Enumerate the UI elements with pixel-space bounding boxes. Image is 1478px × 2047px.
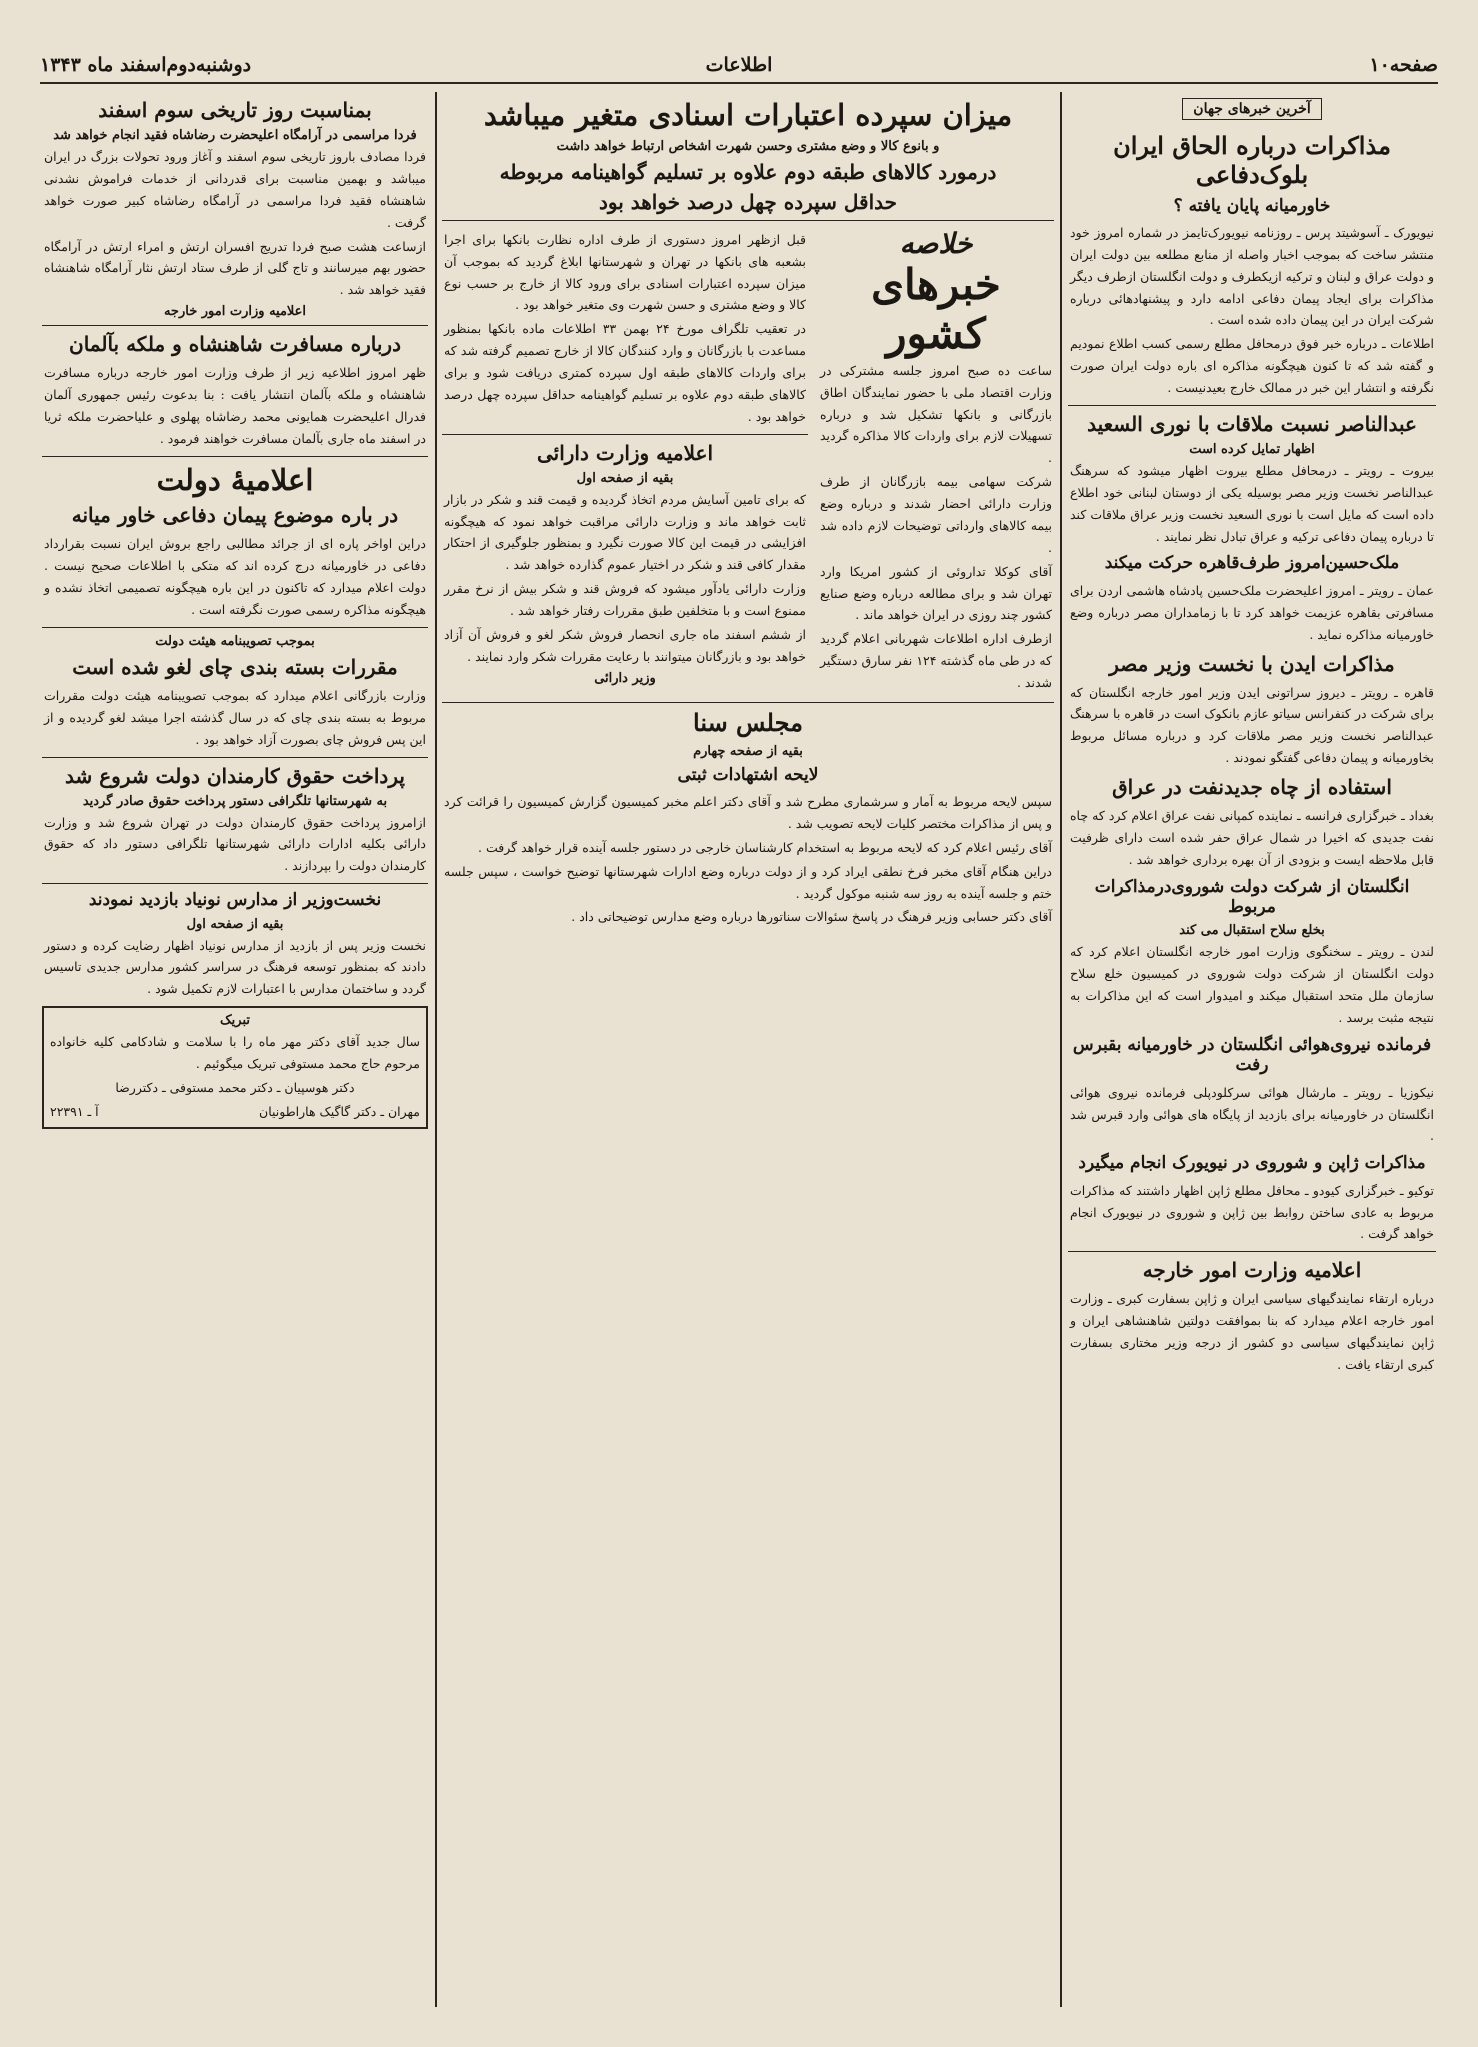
notice-title: تبریک — [220, 1013, 250, 1029]
headline-japan-soviet: مذاکرات ژاپن و شوروی در نیویورک انجام میگیرد — [1078, 1153, 1426, 1174]
separator — [442, 702, 1054, 703]
article-iran-defense-talks: نیویورک ـ آسوشیتد پرس ـ روزنامه نیویورک‌تایمز در شماره امروز خود منتشر ساخت که بموجب اخبار واصله از منابع مطلعه بین دولت ایران و دولت عراق و لبنان و ترکیه ازیکطرف و دولت انگلستان ازطرف دیگر مذاکرات برای ایجاد پیمان دفاعی ادامه دارد و پیشنهادهائی درباره شرکت ایران در این پیمان داده شده است . — [1070, 224, 1434, 328]
headline-esfand-anniversary: بمناسبت روز تاریخی سوم اسفند — [98, 98, 372, 122]
summary-title-top: خلاصه — [899, 226, 973, 260]
headline-eden-egypt: مذاکرات ایدن با نخست وزیر مصر — [1109, 651, 1395, 676]
subhead-salaries: به شهرستانها تلگرافی دستور پرداخت حقوق صادر گردید — [82, 793, 388, 809]
separator — [42, 757, 428, 758]
article-senate-cont: آقای دکتر حسابی وزیر فرهنگ در پاسخ سئوالات سناتورها درباره وضع مدارس توضیحاتی داد . — [571, 909, 1052, 925]
separator — [1068, 405, 1436, 406]
headline-iran-defense-talks: مذاکرات درباره الحاق ایران بلوک‌دفاعی — [1113, 131, 1391, 189]
headline-pm-schools: نخست‌وزیر از مدارس نونیاد بازدید نمودند — [88, 890, 382, 911]
summary-item: ساعت ده صبح امروز جلسه مشترکی در وزارت اقتصاد ملی با حضور نمایندگان اطاق بازرگانی و بانکها تشکیل شد و درباره تسهیلات لازم برای واردات کالا مذاکره گردید . — [820, 362, 1052, 466]
headline-salaries: پرداخت حقوق کارمندان دولت شروع شد — [65, 763, 405, 788]
headline-foreign-ministry-notice: اعلامیه وزارت امور خارجه — [1142, 1258, 1362, 1283]
headline-raf-cyprus: فرمانده نیروی‌هوائی انگلستان در خاورمیانه بقبرس رفت — [1072, 1034, 1432, 1076]
article-ettelaat-note: اطلاعات ـ درباره خبر فوق درمحافل مطلع رسمی کسب اطلاع نمودیم و گفته شد که تا کنون هیچگونه مذاکره ای باره دولت ایران صورت نگرفته و انتشار این خبر در ممالک خارج بعیدنیست . — [1070, 336, 1434, 396]
article-esfand-anniversary: فردا مصادف باروز تاریخی سوم اسفند و آغاز ورود تحولات بزرگ در ایران میباشد و بهمین مناسبت برای قدردانی از خدمات فراموش نشدنی شاهنشاه فقید فردا مراسمی در آرامگاه رضاشاه کبیر صورت خواهد گرفت . — [44, 149, 426, 230]
separator — [42, 627, 428, 628]
headline-shah-germany: درباره مسافرت شاهنشاه و ملکه بآلمان — [69, 332, 401, 357]
column-government-news — [40, 92, 430, 2007]
summary-item: ازطرف اداره اطلاعات شهربانی اعلام گردید که در طی ماه گذشته ۱۲۴ نفر سارق دستگیر شدند . — [820, 631, 1052, 691]
article-king-hussein: عمان ـ رویتر ـ امروز اعلیحضرت ملک‌حسین پادشاه هاشمی اردن برای مسافرتی بقاهره عزیمت خواهد کرد تا با زمامداران مصر درباره وضع خاورمیانه مذاکره نماید . — [1070, 582, 1434, 642]
headline-credit-deposits: میزان سپرده اعتبارات اسنادی متغیر میباشد — [483, 98, 1013, 132]
article-senate-cont: دراین هنگام آقای مخبر فرخ نطقی ایراد کرد و از دولت درباره وضع ادارات شهرستانها توضیح خواست ، سپس جلسه ختم و جلسه آینده به روز سه شنبه موکول گردید . — [444, 863, 1052, 901]
article-tea-packaging: وزارت بازرگانی اعلام میدارد که بموجب تصویبنامه هیئت دولت مقررات مربوط به بسته بندی چای که در سال گذشته اجرا میشد لغو گردیده و از این پس فروش چای بصورت آزاد خواهد بود . — [44, 687, 426, 747]
subhead-nasser-nuri: اظهار تمایل کرده است — [1189, 441, 1315, 457]
article-japan-soviet: توکیو ـ خبرگزاری کیودو ـ محافل مطلع ژاپن اظهار داشتند که مذاکرات مربوط به عادی ساختن روابط بین ژاپن و شوروی در نیویورک انجام خواهد گرفت . — [1070, 1182, 1434, 1242]
subhead-finance-ministry: بقیه از صفحه اول — [576, 470, 674, 486]
article-finance-ministry-cont: از ششم اسفند ماه جاری انحصار فروش شکر لغو و فروش آن آزاد خواهد بود و بازرگانان میتوانند با رعایت مقررات شکر وارد نمایند . — [444, 626, 806, 664]
subhead-credit-deposits: و بانوع کالا و وضع مشتری وحسن شهرت اشخاص ارتباط خواهد داشت — [556, 138, 940, 154]
article-pm-schools: نخست وزیر پس از بازدید از مدارس نونیاد اظهار رضایت کرده و دستور دادند که بمنظور توسعه فرهنگ در سراسر کشور مدارس جدیدی تاسیس گردد و ساختمان مدارس با اعتبارات لازم تکمیل شود . — [44, 937, 426, 997]
article-senate: سپس لایحه مربوط به آمار و سرشماری مطرح شد و آقای دکتر اعلم مخبر کمیسیون گزارش کمیسیون را قرائت کرد و پس از مذاکرات مختصر کلیات لایحه تصویب شد . — [444, 794, 1052, 831]
headline-second-class-goods: درمورد کالاهای طبقه دوم علاوه بر تسلیم گواهینامه مربوطه — [499, 159, 997, 184]
headline-senate: مجلس سنا — [693, 707, 803, 737]
article-credit-deposits: قبل ازظهر امروز دستوری از طرف اداره نظارت بانکها برای اجرا بشعبه های بانکها در تهران و شهرستانها ابلاغ گردید که بموجب آن میزان سپرده اعتبارات اسنادی برای ورود کالا از خارج بر حسب نوع کالا و وضع مشتری و حسن شهرت وی متغیر خواهد بود . — [444, 231, 806, 313]
subhead-pm-schools: بقیه از صفحه اول — [186, 916, 284, 932]
headline-finance-ministry: اعلامیه وزارت دارائی — [536, 440, 714, 465]
article-government-statement: دراین اواخر پاره ای از جرائد مطالبی راجع بروش ایران نسبت بقرارداد دفاعی در خاورمیانه درج کرده اند که متکی با اطلاعات صحیح نیست . دولت اعلام میدارد که تاکنون در این باره هیچگونه تصمیمی اتخاذ نشده و هیچگونه مذاکره رسمی صورت نگرفته است . — [44, 536, 426, 618]
article-senate-cont: آقای رئیس اعلام کرد که لایحه مربوط به استخدام کارشناسان خارجی در دستور جلسه آینده قرار خواهد گرفت . — [478, 839, 1052, 855]
separator — [1068, 1251, 1436, 1252]
latest-news-box: آخرین خبرهای جهان — [1182, 98, 1321, 120]
subhead-senate: بقیه از صفحه چهارم — [693, 743, 803, 759]
article-iraq-oil-well: بغداد ـ خبرگزاری فرانسه ـ نماینده کمپانی نفت عراق اعلام کرد که چاه نفت جدیدی که اخیرا در شمال عراق حفر شده است دارای ظرفیت قابل ملاحظه ایست و بزودی از آن بهره برداری خواهد شد . — [1070, 808, 1434, 867]
article-foreign-ministry-notice: درباره ارتقاء نمایندگیهای سیاسی ایران و ژاپن بسفارت کبری ـ وزارت امور خارجه اعلام میدارد که بنا بموافقت دولتین شاهنشاهی ایران و ژاپن نمایندگیهای سیاسی دو کشور از درجه وزیر مختاری بسفارت کبری ارتقاء یافت . — [1070, 1291, 1434, 1372]
column-rule-left — [435, 92, 437, 2007]
masthead — [40, 48, 1438, 84]
subhead-cabinet-decree: بموجب تصویبنامه هیئت دولت — [155, 633, 315, 649]
headline-forty-percent: حداقل سپرده چهل درصد خواهد بود — [598, 189, 898, 214]
headline-king-hussein: ملک‌حسین‌امروز طرف‌قاهره‌ حرکت میکند — [1104, 553, 1400, 574]
foreign-ministry-signature: اعلامیه وزارت امور خارجه — [163, 304, 307, 320]
credit-article-column — [440, 227, 810, 696]
subhead-esfand-anniversary: فردا مراسمی در آرامگاه اعلیحضرت رضاشاه فقید انجام خواهد شد — [53, 128, 417, 143]
separator — [42, 883, 428, 884]
headline-nasser-nuri: عبدالناصر نسبت ملاقات با نوری السعید — [1087, 411, 1417, 436]
date-line: دوشنبه‌دوم‌اسفند ماه ۱۳۴۳ — [40, 54, 252, 76]
article-disarmament: لندن ـ رویتر ـ سخنگوی وزارت امور خارجه انگلستان اعلام کرد که دولت انگلستان از شرکت دولت شوروی در کمیسیون خلع سلاح سازمان ملل متحد استقبال میکند و امیدوار است که این مذاکرات به نتیجه مثبت برسد . — [1070, 944, 1434, 1026]
separator — [42, 325, 428, 326]
notice-footer — [50, 1101, 420, 1123]
congratulation-notice — [42, 1006, 428, 1129]
paper-name: اطلاعات — [705, 54, 773, 76]
headline-registration-bill: لایحه اشتهادات ثبتی — [677, 764, 819, 785]
article-salaries: ازامروز پرداخت حقوق کارمندان دولت در تهران شروع شد و وزارت دارائی بکلیه ادارات دارائی شهرستانها تلگرافی دستور داد که حقوق کارمندان دولت را بپردازند . — [44, 814, 426, 874]
article-shah-germany: ظهر امروز اطلاعیه زیر از طرف وزارت امور خارجه درباره مسافرت شاهنشاه و ملکه بآلمان انتشار یافت : بنا بدعوت رئیس جمهوری آلمان فدرال اعلیحضرت همایونی محمد رضاشاه پهلوی و علیاحضرت ملکه ثریا در اسفند ماه جاری بآلمان مسافرت خواهند فرمود . — [44, 365, 426, 446]
article-eden-egypt: قاهره ـ رویتر ـ دیروز سراتونی ایدن وزیر امور خارجه انگلستان که برای شرکت در کنفرانس سیاتو عازم بانکوک است در قاهره با سرهنگ عبدالناصر نخست وزیر مصر ملاقات کرد و درباره مسائل مربوط بخاورمیانه و پیمان دفاعی گفتگو نمودند . — [1070, 684, 1434, 766]
article-nasser-nuri: بیروت ـ رویتر ـ درمحافل مطلع بیروت اظهار میشود که سرهنگ عبدالناصر نخست وزیر مصر بوسیله یکی از دوستان لبنانی خود اطلاع داده است که مایل است با نوری السعید نخست وزیر عراق ملاقات کند تا درباره پیمان دفاعی ترکیه و عراق تبادل نظر نمایند . — [1070, 462, 1434, 544]
notice-signature: دکتر هوسپیان ـ دکتر محمد مستوفی ـ دکتررضا — [115, 1079, 355, 1095]
summary-title-main: خبرهای کشور — [871, 259, 1001, 358]
summary-item: شرکت سهامی بیمه بازرگانان از طرف وزارت دارائی احضار شدند و درباره وضع بیمه کالاهای وارداتی توضیحات لازم داده شد . — [820, 474, 1052, 555]
subhead-disarmament: بخلع سلاح استقبال می کند — [1179, 923, 1325, 939]
separator — [42, 456, 428, 457]
notice-code: آ ـ ۲۲۳۹۱ — [50, 1103, 99, 1119]
subhead-defense-pact: در باره موضوع پیمان دفاعی خاور میانه — [71, 503, 399, 528]
headline-government-statement: اعلامیهٔ دولت — [156, 462, 314, 497]
subhead-iran-defense-talks: خاورمیانه پایان یافته ؟ — [1173, 195, 1331, 216]
column-world-news — [1066, 92, 1438, 2007]
article-finance-ministry-cont: وزارت دارائی یادآور میشود که فروش قند و شکر بیش از نرخ مقرر ممنوع است و با متخلفین طبق مقررات رفتار خواهد شد . — [444, 581, 806, 619]
summary-column — [816, 227, 1056, 696]
article-finance-ministry: که برای تامین آسایش مردم اتخاذ گردیده و قیمت قند و شکر در بازار ثابت خواهد ماند و وزارت دارائی مراقبت خواهد نمود که هیچگونه افزایشی در قیمت این کالا صورت نگیرد و بمنظور جلوگیری از احتکار مقدار کافی قند و شکر در اختیار عموم گذارده خواهد شد . — [444, 491, 806, 573]
column-domestic-news — [440, 92, 1056, 2007]
summary-item: آقای کوکلا تداروئی از کشور امریکا وارد تهران شد و برای مطالعه درباره وضع صنایع کشور چند روزی در ایران خواهد ماند . — [820, 563, 1052, 623]
headline-disarmament: انگلستان از شرکت دولت شوروی‌در‌مذاکرات مربوط — [1094, 876, 1410, 918]
notice-footer-names: مهران ـ دکتر گاگیک هاراطونیان — [259, 1103, 420, 1119]
article-credit-deposits-cont: در تعقیب تلگراف مورخ ۲۴ بهمن ۳۳ اطلاعات ماده بانکها بمنظور مساعدت با بازرگانان و وارد کنندگان کالا از خارج تصمیم گرفته شد که برای واردات کالاهای طبقه اول سپرده کمتری دریافت شود و برای کالاهای طبقه دوم علاوه بر تسلیم گواهینامه حداقل سپرده چهل درصد خواهد بود . — [444, 321, 806, 424]
separator — [442, 220, 1054, 221]
finance-ministry-signature: وزیر دارائی — [594, 670, 656, 686]
notice-body: سال جدید آقای دکتر مهر ماه را با سلامت و شادکامی کلیه خانواده مرحوم حاج محمد مستوفی تبریک میگوئیم . — [50, 1034, 420, 1072]
article-esfand-anniversary-cont: ازساعت هشت صبح فردا تدریج افسران ارتش و امراء ارتش در آرامگاه حضور بهم میرسانند و تاج گلی از طرف ستاد ارتش نثار آرامگاه شاهنشاه فقید خواهد شد . — [44, 238, 426, 298]
column-rule-right — [1060, 92, 1062, 2007]
page-number: صفحه۱۰ — [1369, 54, 1438, 76]
article-raf-cyprus: نیکوزیا ـ رویتر ـ مارشال هوائی سرکلودپلی فرمانده نیروی هوائی انگلستان در خاورمیانه برای بازدید از پایگاه های هوائی وارد قبرس شد . — [1070, 1084, 1434, 1144]
headline-tea-packaging: مقررات بسته بندی چای لغو شده است — [72, 654, 398, 679]
headline-iraq-oil-well: استفاده از چاه جدیدنفت در عراق — [1112, 775, 1392, 799]
separator — [442, 434, 808, 435]
